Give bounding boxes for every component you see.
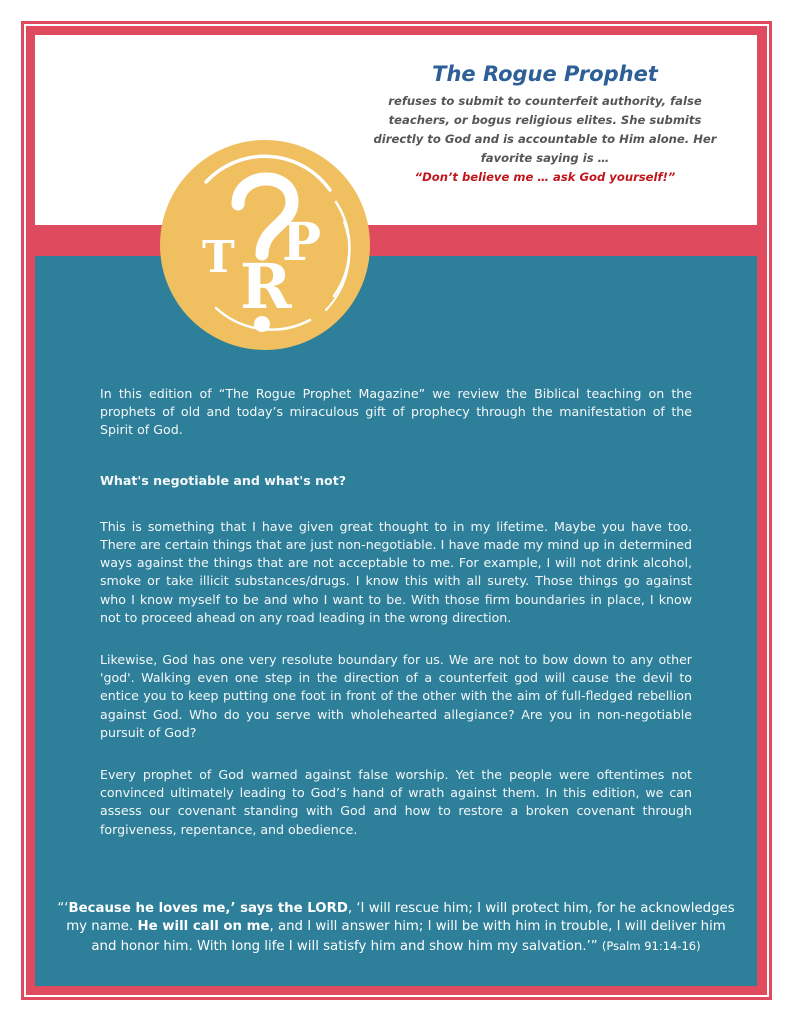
masthead <box>370 62 720 187</box>
verse-open-quote: “‘ <box>57 901 69 916</box>
article-intro: In this edition of “The Rogue Prophet Magazine” we review the Biblical teaching on the prophets of old and today’s miraculous gift of prophecy through the manifestation of the Spirit of God. <box>100 386 692 438</box>
magazine-title: The Rogue Prophet <box>432 62 658 86</box>
verse-bold-phrase: Because he loves me,’ says the LORD <box>68 901 348 916</box>
article-paragraph: Every prophet of God warned against false worship. Yet the people were oftentimes not convinced ultimately leading to God’s hand of wrath against them. In this edition, we can assess our covenant standing with God and how to restore a broken covenant through forgiveness, repentance, and obedience. <box>100 767 692 837</box>
verse-citation: (Psalm 91:14-16) <box>601 938 701 953</box>
verse-text: , ‘I will rescue him; I will protect him, for he acknowledges my name. <box>66 901 735 935</box>
article-body <box>100 385 692 863</box>
tagline-line: directly to God and is accountable to Him alone. Her <box>373 132 717 146</box>
logo-letter: T <box>202 232 235 283</box>
verse-text: , and I will answer him; I will be with him in trouble, I will deliver him and honor him. With long life I will satisfy him and show him my salvation.’” <box>91 919 726 954</box>
scripture-quote <box>52 900 740 956</box>
logo-letter: P <box>282 212 322 273</box>
trp-logo-icon <box>158 138 372 352</box>
tagline-line: teachers, or bogus religious elites. She submits <box>388 113 702 127</box>
verse-bold-phrase: He will call on me <box>137 919 270 935</box>
section-heading: What's negotiable and what's not? <box>100 472 347 488</box>
article-paragraph: This is something that I have given great thought to in my lifetime. Maybe you have too. There are certain things that are just non-negotiable. I have made my mind up in determined ways against the things that are not acceptable to me. For example, I will not drink alcohol, smoke or take illicit substances/drugs. I know this with all surety. Those things go against who I know myself to be and who I want to be. With those firm boundaries in place, I know not to proceed ahead on any road leading in the wrong direction. <box>100 518 692 625</box>
motto: “Don’t believe me … ask God yourself!” <box>414 170 676 184</box>
tagline-line: refuses to submit to counterfeit authority, false <box>388 94 702 108</box>
logo-letter: R <box>240 250 292 323</box>
article-paragraph: Likewise, God has one very resolute boundary for us. We are not to bow down to any other 'god'. Walking even one step in the direction of a counterfeit god will cause the devil to entice you to keep putting one foot in front of the other with the aim of full-fledged rebellion against God. Who do you serve with wholehearted allegiance? Are you in non-negotiable pursuit of God? <box>100 652 692 740</box>
tagline-line: favorite saying is … <box>480 151 610 165</box>
